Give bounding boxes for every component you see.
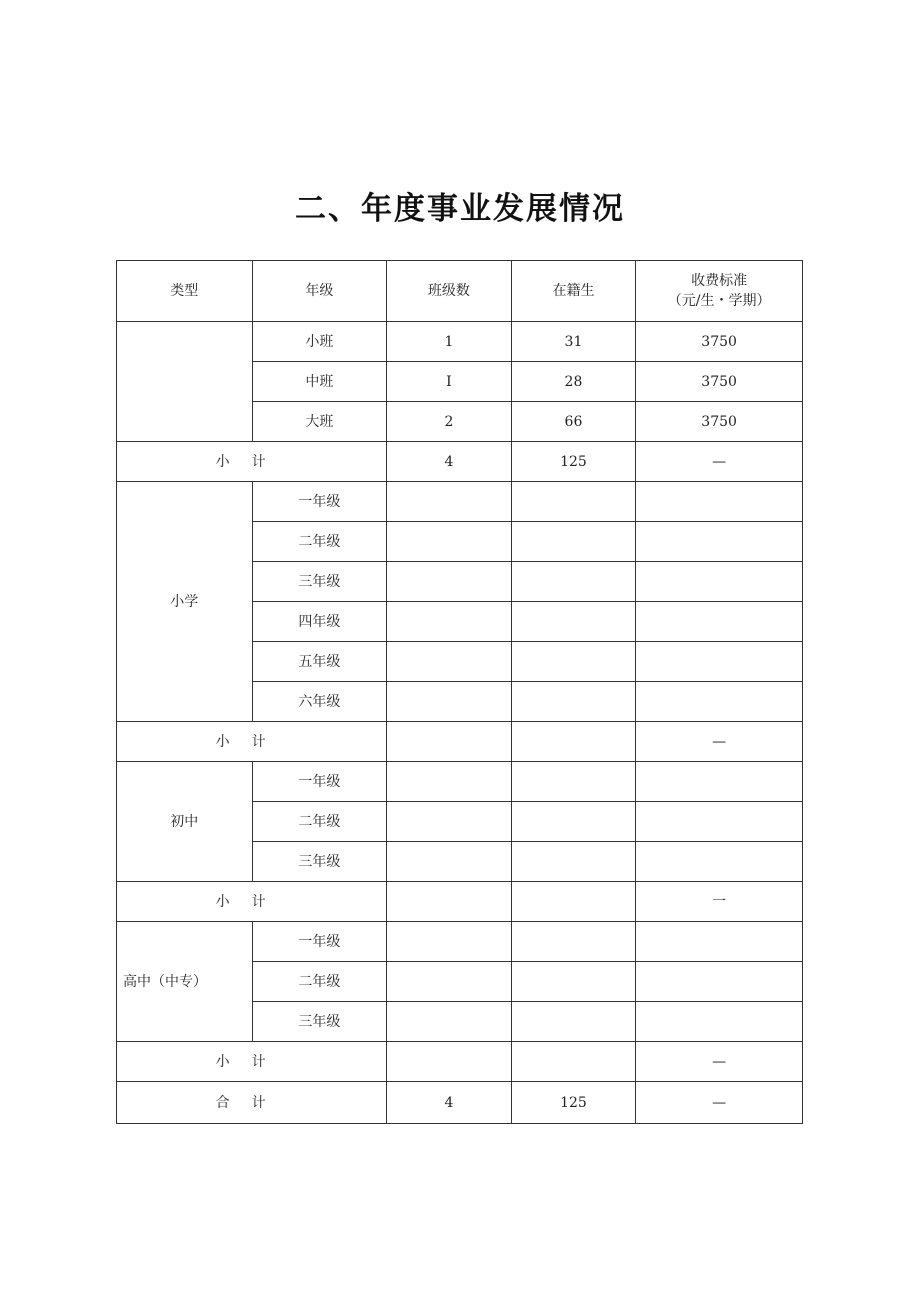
fee-cell: 3750 <box>636 362 803 402</box>
enrolled-cell <box>511 922 636 962</box>
header-fee-line1: 收费标准 <box>691 273 748 289</box>
header-fee-line2: （元/生・学期） <box>667 293 771 309</box>
grade-cell: 二年级 <box>252 802 387 842</box>
enrolled-cell: 28 <box>511 362 636 402</box>
subtotal-label: 小计 <box>117 1042 387 1082</box>
classes-cell <box>387 762 512 802</box>
subtotal-row <box>117 442 803 482</box>
enrolled-cell: 31 <box>511 322 636 362</box>
total-row <box>117 1082 803 1124</box>
fee-cell <box>636 482 803 522</box>
fee-cell <box>636 602 803 642</box>
header-fee <box>636 261 803 322</box>
fee-cell <box>636 682 803 722</box>
subtotal-row <box>117 882 803 922</box>
classes-cell <box>387 1002 512 1042</box>
fee-cell <box>636 562 803 602</box>
fee-cell <box>636 962 803 1002</box>
classes-cell <box>387 842 512 882</box>
enrolled-cell <box>511 762 636 802</box>
classes-cell: I <box>387 362 512 402</box>
enrolled-cell <box>511 562 636 602</box>
enrolled-cell <box>511 602 636 642</box>
type-cell-senior: 高中（中专） <box>117 922 253 1042</box>
classes-cell <box>387 922 512 962</box>
classes-cell <box>387 522 512 562</box>
classes-cell <box>387 962 512 1002</box>
enrolled-cell <box>511 802 636 842</box>
grade-cell: 二年级 <box>252 522 387 562</box>
classes-cell <box>387 562 512 602</box>
table-row <box>117 482 803 522</box>
enrolled-cell <box>511 882 636 922</box>
enrolled-cell <box>511 1002 636 1042</box>
subtotal-row <box>117 1042 803 1082</box>
grade-cell: 一年级 <box>252 482 387 522</box>
classes-cell <box>387 682 512 722</box>
header-classes: 班级数 <box>387 261 512 322</box>
classes-cell <box>387 642 512 682</box>
header-type: 类型 <box>117 261 253 322</box>
fee-cell <box>636 922 803 962</box>
grade-cell: 三年级 <box>252 562 387 602</box>
classes-cell: 1 <box>387 322 512 362</box>
type-cell-primary: 小学 <box>117 482 253 722</box>
subtotal-label: 小计 <box>117 722 387 762</box>
fee-cell: — <box>636 442 803 482</box>
page-title: 二、年度事业发展情况 <box>295 191 625 227</box>
enrolled-cell <box>511 842 636 882</box>
grade-cell: 六年级 <box>252 682 387 722</box>
classes-cell <box>387 882 512 922</box>
enrolled-cell: 66 <box>511 402 636 442</box>
table-row <box>117 922 803 962</box>
fee-cell: 一 <box>636 882 803 922</box>
subtotal-label: 小计 <box>117 442 387 482</box>
classes-cell <box>387 602 512 642</box>
header-enrolled: 在籍生 <box>511 261 636 322</box>
type-cell-kindergarten <box>117 322 253 442</box>
grade-cell: 大班 <box>252 402 387 442</box>
fee-cell <box>636 1002 803 1042</box>
grade-cell: 三年级 <box>252 842 387 882</box>
fee-cell <box>636 802 803 842</box>
classes-cell <box>387 1042 512 1082</box>
enrolled-cell <box>511 722 636 762</box>
enrolled-cell: 125 <box>511 442 636 482</box>
fee-cell: — <box>636 1082 803 1124</box>
classes-cell: 4 <box>387 1082 512 1124</box>
total-label: 合计 <box>117 1082 387 1124</box>
grade-cell: 四年级 <box>252 602 387 642</box>
grade-cell: 小班 <box>252 322 387 362</box>
fee-cell <box>636 642 803 682</box>
classes-cell: 4 <box>387 442 512 482</box>
table-row <box>117 762 803 802</box>
grade-cell: 三年级 <box>252 1002 387 1042</box>
fee-cell <box>636 522 803 562</box>
fee-cell <box>636 762 803 802</box>
enrolled-cell <box>511 962 636 1002</box>
enrolled-cell: 125 <box>511 1082 636 1124</box>
classes-cell: 2 <box>387 402 512 442</box>
table-row <box>117 322 803 362</box>
enrolled-cell <box>511 642 636 682</box>
grade-cell: 一年级 <box>252 922 387 962</box>
enrolled-cell <box>511 1042 636 1082</box>
subtotal-row <box>117 722 803 762</box>
enrolled-cell <box>511 682 636 722</box>
fee-cell: 3750 <box>636 322 803 362</box>
fee-cell: — <box>636 722 803 762</box>
fee-cell <box>636 842 803 882</box>
header-grade: 年级 <box>252 261 387 322</box>
enrolled-cell <box>511 522 636 562</box>
grade-cell: 一年级 <box>252 762 387 802</box>
grade-cell: 五年级 <box>252 642 387 682</box>
development-table <box>116 260 803 1124</box>
type-cell-junior: 初中 <box>117 762 253 882</box>
classes-cell <box>387 802 512 842</box>
classes-cell <box>387 722 512 762</box>
subtotal-label: 小计 <box>117 882 387 922</box>
grade-cell: 中班 <box>252 362 387 402</box>
fee-cell: 3750 <box>636 402 803 442</box>
fee-cell: — <box>636 1042 803 1082</box>
grade-cell: 二年级 <box>252 962 387 1002</box>
classes-cell <box>387 482 512 522</box>
header-row <box>117 261 803 322</box>
enrolled-cell <box>511 482 636 522</box>
